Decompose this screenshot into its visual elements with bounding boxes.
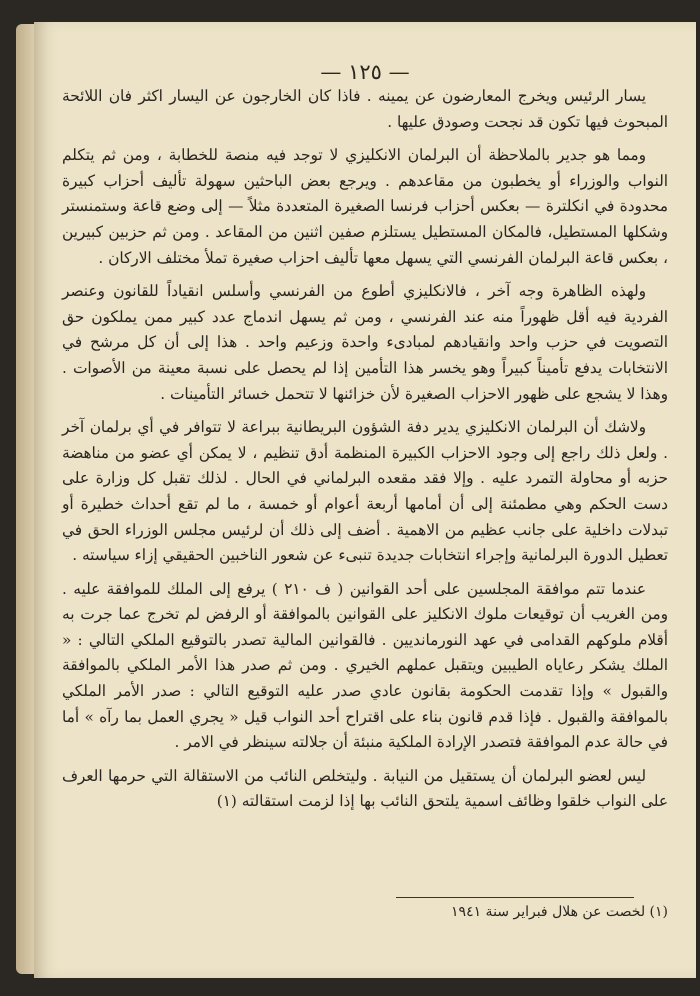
paragraph-5: عندما تتم موافقة المجلسين على أحد القوانين ( ف ٢١٠ ) يرفع إلى الملك للموافقة عليه . ومن الغريب أن توقيعات ملوك الانكليز على القوانين بالموافقة أو الرفض لم تخرج عما جرت به أقلام ملوكهم القدامى في عهد النورمانديين . فالقوانين المالية تصدر بالتوقيع الملكي التالي : « الملك يشكر رعاياه الطيبين ويتقبل عملهم الخيري . ومن ثم صدر هذا الأمر الملكي بالموافقة والقبول » وإذا تقدمت الحكومة بقانون عادي صدر عليه التوقيع التالي : صدر الأمر الملكي بالموافقة والقبول . فإذا قدم قانون بناء على اقتراح أحد النواب قيل « يجري العمل بما رآه » أما في حالة عدم الموافقة فتصدر الإرادة الملكية منبئة أن جلالته سينظر في الامر . [62,579,668,752]
paragraph-2: ومما هو جدير بالملاحظة أن البرلمان الانكليزي لا توجد فيه منصة للخطابة ، ومن ثم يتكلم النواب والوزراء أو يخطبون من مقاعدهم . ويرجع بعض الباحثين سهولة تأليف أحزاب كبيرة محدودة في انكلترة — بعكس أحزاب فرنسا الصغيرة المتعددة مثلاً — إلى وضع قاعة وستمنستر وشكلها المستطيل، فالمكان المستطيل يستلزم صفين اثنين من المقاعد . ومن ثم حزبين كبيرين ، بعكس قاعة البرلمان الفرنسي التي يسهل معها تأليف احزاب صغيرة تملأ مختلف الاركان . [62,146,668,267]
footnote: (١) لخصت عن هلال فبراير سنة ١٩٤١ [451,904,668,920]
paragraph-6: ليس لعضو البرلمان أن يستقيل من النيابة . وليتخلص النائب من الاستقالة التي حرمها العرف على النواب خلقوا وظائف اسمية يلتحق النائب بها إذا لزمت استقالته (١) [62,766,668,811]
paragraph-4: ولاشك أن البرلمان الانكليزي يدير دفة الشؤون البريطانية ببراعة لا تتوافر في أي برلمان آخر . ولعل ذلك راجع إلى وجود الاحزاب الكبيرة المنظمة أدق تنظيم ، لا يمكن أي عضو من مناهضة حزبه أو محاولة التمرد عليه . وإلا فقد مقعده البرلماني في الحال . لذلك تقبل كل وزارة على دست الحكم وهي مطمئنة إلى أن أمامها أربعة أعوام أو خمسة ، ما لم تقع أحداث خطيرة أو تبدلات داخلية على جانب عظيم من الاهمية . أضف إلى ذلك أن لرئيس مجلس الوزراء الحق في تعطيل الدورة البرلمانية وإجراء انتخابات جديدة تنبىء عن شعور الناخبين الحقيقي إزاء سياسته . [62,418,668,565]
page-number: — ١٢٥ — [320,60,410,84]
body-text [62,84,668,815]
paragraph-3: ولهذه الظاهرة وجه آخر ، فالانكليزي أطوع من الفرنسي وأسلس انقياداً للقانون وعنصر الفردية فيه أقل ظهوراً منه عند الفرنسي ، ومن ثم يسهل اندماج عدد كبير ممن يملكون حق التصويت في حزب واحد وانقيادهم لمبادىء واحدة وزعيم واحد . هذا إلى أن كل مرشح في الانتخابات يدفع تأميناً كبيراً وهو يخسر هذا التأمين إذا لم يحصل على نسبة معينة من الأصوات . وهذا لا يشجع على ظهور الاحزاب الصغيرة لأن خزائنها لا تتحمل خسائر التأمينات . [62,282,668,403]
footnote-divider [396,897,634,898]
paragraph-1: يسار الرئيس ويخرج المعارضون عن يمينه . فاذا كان الخارجون عن اليسار اكثر فان اللائحة المبحوث فيها تكون قد نجحت وصودق عليها . [62,87,668,131]
